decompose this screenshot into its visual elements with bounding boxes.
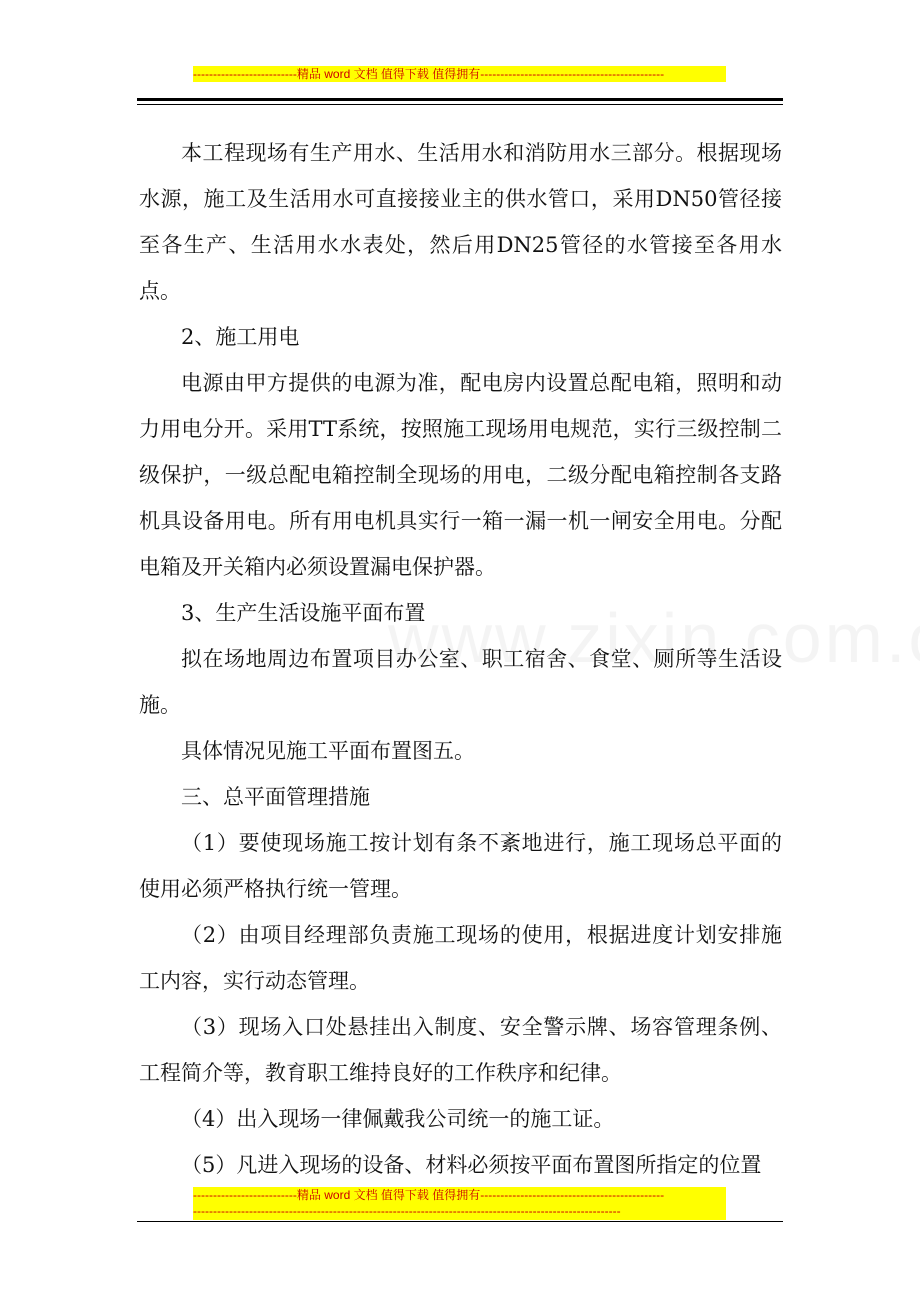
paragraph-water-supply: 本工程现场有生产用水、生活用水和消防用水三部分。根据现场水源，施工及生活用水可直接接业主的供水管口，采用DN50管径接至各生产、生活用水水表处，然后用DN25管径的水管接至各用水点。 xyxy=(139,141,782,303)
header-rule-thick xyxy=(137,98,783,101)
list-item-4: （4）出入现场一律佩戴我公司统一的施工证。 xyxy=(181,1107,615,1131)
list-item-2: （2）由项目经理部负责施工现场的使用，根据进度计划安排施工内容，实行动态管理。 xyxy=(139,923,782,993)
paragraph-power-supply: 电源由甲方提供的电源为准，配电房内设置总配电箱，照明和动力用电分开。采用TT系统，按照施工现场用电规范，实行三级控制二级保护，一级总配电箱控制全现场的用电，二级分配电箱控制各支路机具设备用电。所有用电机具实行一箱一漏一机一闸安全用电。分配电箱及开关箱内必须设置漏电保护器。 xyxy=(139,371,782,579)
heading-construction-power: 2、施工用电 xyxy=(181,325,300,349)
document-body xyxy=(139,130,782,1188)
list-item-3: （3）现场入口处悬挂出入制度、安全警示牌、场容管理条例、工程简介等，教育职工维持良好的工作秩序和纪律。 xyxy=(139,1015,782,1085)
footer-banner xyxy=(193,1187,726,1220)
footer-banner-text: --------------------------精品 word 文档 值得下载 值得拥有---------------------------------------------- xyxy=(193,1188,665,1202)
heading-site-management: 三、总平面管理措施 xyxy=(181,785,370,809)
paragraph-see-figure: 具体情况见施工平面布置图五。 xyxy=(181,739,475,763)
paragraph-facility-layout: 拟在场地周边布置项目办公室、职工宿舍、食堂、厕所等生活设施。 xyxy=(139,647,782,717)
header-rule-thin xyxy=(137,104,783,105)
list-item-5: （5）凡进入现场的设备、材料必须按平面布置图所指定的位置 xyxy=(181,1153,762,1177)
list-item-1: （1）要使现场施工按计划有条不紊地进行，施工现场总平面的使用必须严格执行统一管理。 xyxy=(139,831,782,901)
footer-rule xyxy=(137,1221,783,1222)
heading-facility-layout: 3、生产生活设施平面布置 xyxy=(181,601,426,625)
header-banner-text: --------------------------精品 word 文档 值得下载 值得拥有---------------------------------------------- xyxy=(193,67,665,81)
header-banner xyxy=(193,66,726,82)
footer-banner-rule: ----------------------------------------------------------------------------------------------------------- xyxy=(193,1204,621,1218)
